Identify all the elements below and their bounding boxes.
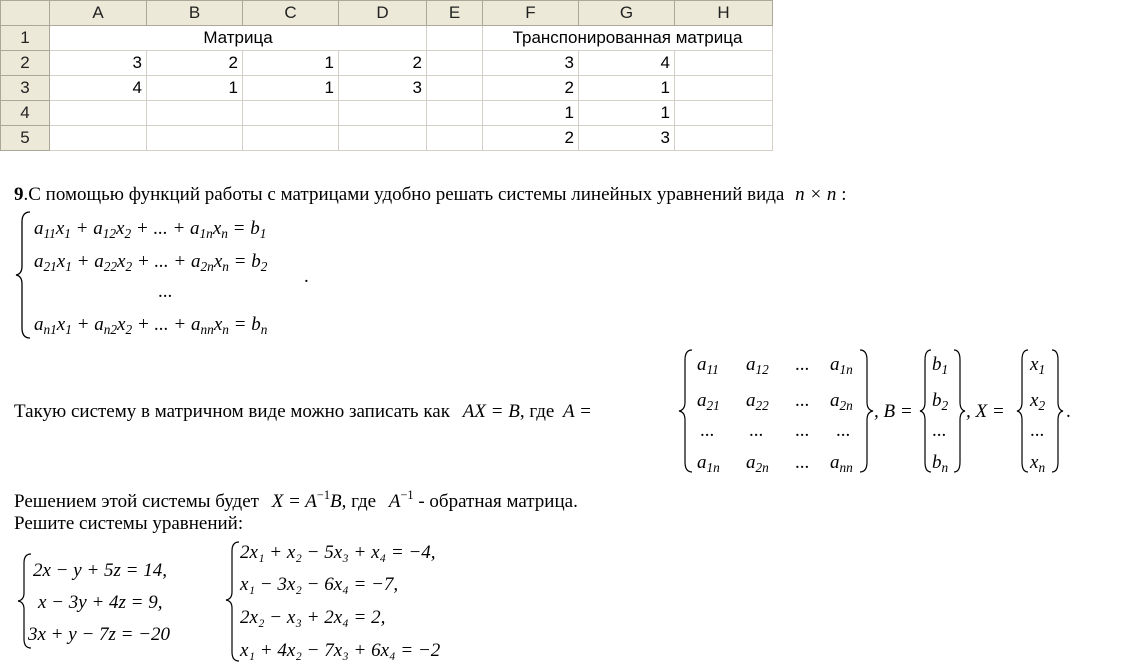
vector-b-left-brace-icon: [919, 348, 933, 474]
solve-instruction: Решите системы уравнений:: [14, 513, 244, 534]
system-1-equation-2: x − 3y + 4z = 9,: [38, 592, 163, 613]
column-header-e[interactable]: E: [427, 1, 483, 26]
matrix-a-cell: $a_{nn}$: [830, 452, 853, 475]
matrix-a-cell: $a_{2n}$: [830, 390, 853, 413]
row-header-3[interactable]: 3: [1, 76, 50, 101]
row-header-1[interactable]: 1: [1, 26, 50, 51]
matrix-a-cell: $a_{1n}$: [830, 354, 853, 377]
system-1-equation-1: 2x − y + 5z = 14,: [33, 560, 167, 581]
column-header-d[interactable]: D: [339, 1, 427, 26]
system-brace-icon: [14, 210, 34, 340]
cell-d2[interactable]: 2: [339, 51, 427, 76]
column-header-h[interactable]: H: [675, 1, 773, 26]
system-equation-1: $a_{11}x_1 + a_{12}x_2$ + ... + $a_{1n}x_n = b_1$: [34, 218, 267, 241]
b-equals: , B =: [874, 401, 913, 422]
where-a-text: , где: [519, 401, 555, 422]
cell-d4[interactable]: [339, 101, 427, 126]
system-period: .: [304, 266, 309, 287]
solution-inverse-exponent: −1: [316, 488, 331, 502]
cell-c2[interactable]: 1: [243, 51, 339, 76]
cell-a3[interactable]: 4: [50, 76, 147, 101]
row-header-5[interactable]: 5: [1, 126, 50, 151]
spreadsheet: [0, 0, 775, 172]
spreadsheet-grid: [0, 0, 773, 151]
matrix-a-right-brace-icon: [858, 348, 874, 474]
cell-c5[interactable]: [243, 126, 339, 151]
cell-b4[interactable]: [147, 101, 243, 126]
cell-e5[interactable]: [427, 126, 483, 151]
system-1-equation-3: 3x + y − 7z = −20: [28, 624, 171, 645]
vector-b-cell: $b_n$: [932, 452, 949, 475]
cell-b2[interactable]: 2: [147, 51, 243, 76]
cell-a4[interactable]: [50, 101, 147, 126]
cell-title-matrix[interactable]: Матрица: [50, 26, 427, 51]
cell-h4[interactable]: [675, 101, 773, 126]
solution-sentence: [14, 488, 578, 513]
matrix-a-cell: $a_{21}$: [697, 390, 720, 413]
cell-g5[interactable]: 3: [579, 126, 675, 151]
vector-x-left-brace-icon: [1016, 348, 1030, 474]
vector-b-cell: $b_1$: [932, 354, 949, 377]
row-header-4[interactable]: 4: [1, 101, 50, 126]
system-2-equation-3: 2x₂ − x₃ + 2x₄ = 2,: [240, 607, 386, 628]
cell-b5[interactable]: [147, 126, 243, 151]
solution-where: , где: [341, 491, 377, 512]
cell-d3[interactable]: 3: [339, 76, 427, 101]
cell-g2[interactable]: 4: [579, 51, 675, 76]
column-header-g[interactable]: G: [579, 1, 675, 26]
cell-f2[interactable]: 3: [483, 51, 579, 76]
column-header-c[interactable]: C: [243, 1, 339, 26]
matrix-a-cell: ...: [795, 420, 810, 441]
solution-b: B: [330, 491, 342, 512]
cell-h2[interactable]: [675, 51, 773, 76]
vector-b-cell: ...: [932, 420, 947, 441]
x-equals: , X =: [966, 401, 1005, 422]
matrix-form-text: Такую систему в матричном виде можно записать как: [14, 401, 450, 422]
solution-text: Решением этой системы будет: [14, 491, 259, 512]
vector-x-cell: $x_n$: [1030, 452, 1046, 475]
cell-f5[interactable]: 2: [483, 126, 579, 151]
matrix-equation: AX = B: [462, 401, 520, 422]
vector-x-right-brace-icon: [1050, 348, 1064, 474]
inverse-a: A: [388, 491, 401, 512]
paragraph-9-text: .С помощью функций работы с матрицами удобно решать системы линейных уравнений вида: [23, 184, 785, 205]
vector-x-cell: $x_2$: [1030, 390, 1046, 413]
cell-e3[interactable]: [427, 76, 483, 101]
vector-b-right-brace-icon: [952, 348, 966, 474]
cell-f3[interactable]: 2: [483, 76, 579, 101]
matrix-a-cell: $a_{11}$: [697, 354, 719, 377]
matrix-a-cell: ...: [749, 420, 764, 441]
cell-title-transposed[interactable]: Транспонированная матрица: [483, 26, 773, 51]
inverse-text: - обратная матрица.: [413, 491, 578, 512]
cell-a2[interactable]: 3: [50, 51, 147, 76]
system-2-equation-2: x₁ − 3x₂ − 6x₄ = −7,: [240, 574, 399, 595]
vector-b-cell: $b_2$: [932, 390, 949, 413]
a-equals: A =: [563, 401, 592, 422]
matrix-a-cell: $a_{2n}$: [746, 452, 769, 475]
inverse-exponent: −1: [400, 488, 414, 502]
vector-x-cell: ...: [1030, 420, 1045, 441]
system-ellipsis: ...: [158, 281, 173, 302]
dimension-expression: n × n: [795, 184, 837, 205]
cell-e4[interactable]: [427, 101, 483, 126]
cell-g3[interactable]: 1: [579, 76, 675, 101]
row-header-2[interactable]: 2: [1, 51, 50, 76]
paragraph-9-colon: :: [836, 184, 847, 205]
cell-c4[interactable]: [243, 101, 339, 126]
cell-b3[interactable]: 1: [147, 76, 243, 101]
vector-x-cell: $x_1$: [1030, 354, 1046, 377]
column-header-b[interactable]: B: [147, 1, 243, 26]
paragraph-9: [14, 184, 846, 206]
cell-g4[interactable]: 1: [579, 101, 675, 126]
matrix-a-cell: $a_{1n}$: [697, 452, 720, 475]
select-all-corner[interactable]: [1, 1, 50, 26]
matrix-a-cell: ...: [836, 420, 851, 441]
cell-h5[interactable]: [675, 126, 773, 151]
matrix-form-sentence: [14, 401, 592, 423]
paragraph-number: 9: [14, 184, 24, 205]
solution-equation: X = A: [271, 491, 317, 512]
cell-h3[interactable]: [675, 76, 773, 101]
matrix-a-left-brace-icon: [678, 348, 694, 474]
matrix-a-cell: $a_{12}$: [746, 354, 769, 377]
system-equation-2: $a_{21}x_1 + a_{22}x_2$ + ... + $a_{2n}x_n = b_2$: [34, 251, 268, 274]
cell-a5[interactable]: [50, 126, 147, 151]
cell-f4[interactable]: 1: [483, 101, 579, 126]
matrix-a-cell: $a_{22}$: [746, 390, 769, 413]
system-2-equation-1: 2x₁ + x₂ − 5x₃ + x₄ = −4,: [240, 542, 436, 563]
matrix-end-period: .: [1066, 401, 1071, 422]
system-equation-n: $a_{n1}x_1 + a_{n2}x_2$ + ... + $a_{nn}x_n = b_n$: [34, 314, 268, 337]
cell-e1[interactable]: [427, 26, 483, 51]
matrix-a-cell: ...: [795, 390, 810, 411]
matrix-a-cell: ...: [795, 354, 810, 375]
column-header-f[interactable]: F: [483, 1, 579, 26]
column-header-a[interactable]: A: [50, 1, 147, 26]
system-2-equation-4: x₁ + 4x₂ − 7x₃ + 6x₄ = −2: [240, 640, 441, 661]
matrix-a-cell: ...: [795, 452, 810, 473]
cell-d5[interactable]: [339, 126, 427, 151]
matrix-a-cell: ...: [700, 420, 715, 441]
cell-c3[interactable]: 1: [243, 76, 339, 101]
cell-e2[interactable]: [427, 51, 483, 76]
